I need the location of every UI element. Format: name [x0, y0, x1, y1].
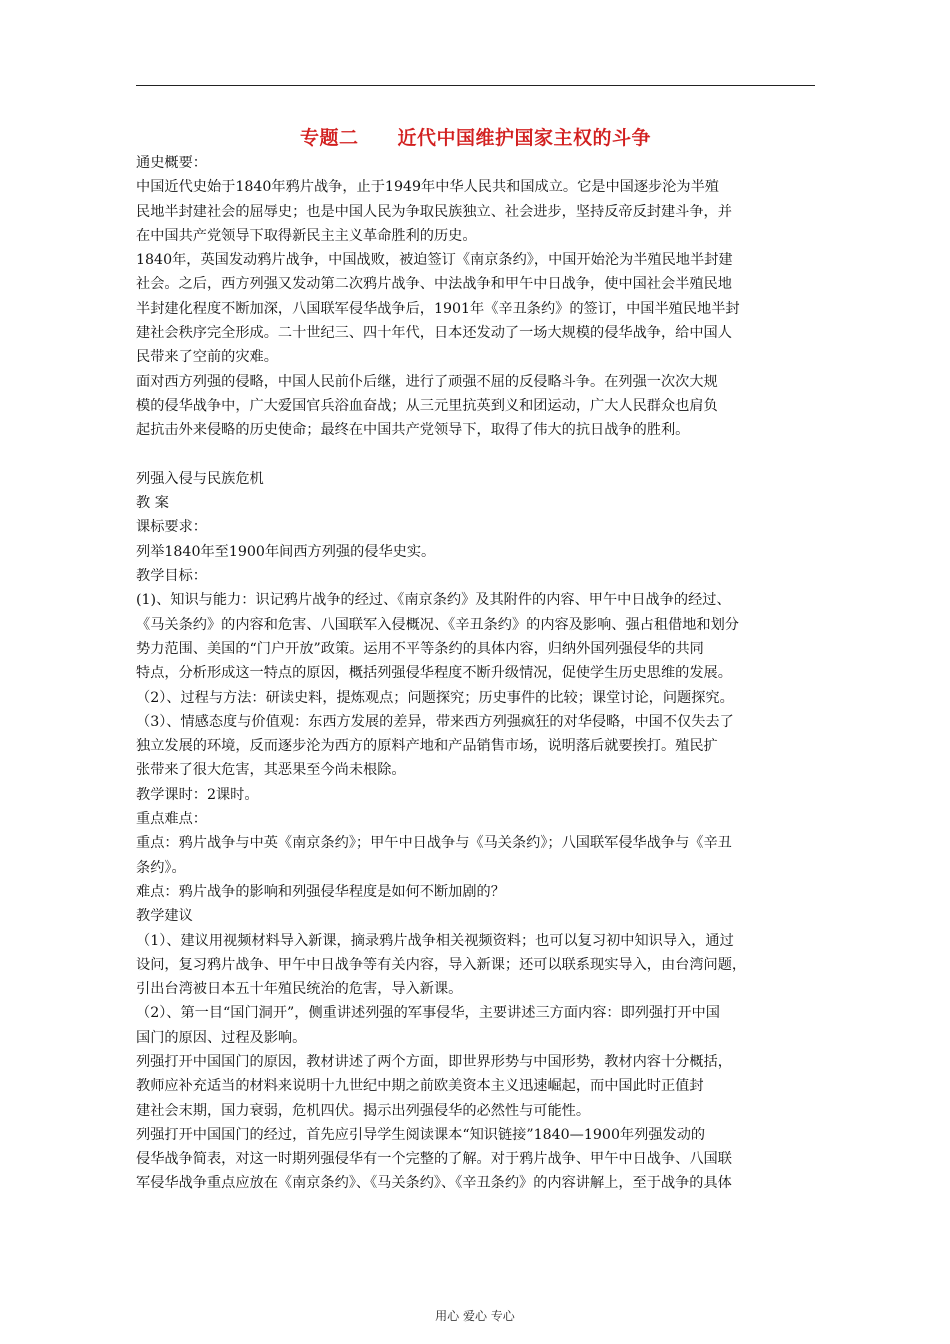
body-line: 通史概要： — [136, 155, 207, 171]
body-line: 教 案 — [136, 495, 169, 512]
body-line: 半封建化程度不断加深，八国联军侵华战争后，1901年《辛丑条约》的签订，中国半殖民地半封 — [136, 300, 740, 317]
body-line: （2）、第一目“国门洞开”，侧重讲述列强的军事侵华，主要讲述三方面内容：即列强打开中国 — [136, 1005, 720, 1022]
body-line: 重点难点： — [136, 811, 207, 828]
body-line: 在中国共产党领导下取得新民主主义革命胜利的历史。 — [136, 227, 477, 244]
body-line: 建社会秩序完全形成。二十世纪三、四十年代，日本还发动了一场大规模的侵华战争，给中国人 — [136, 325, 732, 342]
body-line: (1)、知识与能力：识记鸦片战争的经过、《南京条约》及其附件的内容、甲午中日战争的经过、 — [136, 592, 731, 609]
body-line: 列强打开中国国门的经过，首先应引导学生阅读课本“知识链接”1840—1900年列强发动的 — [136, 1126, 706, 1143]
page-footer: 用心 爱心 专心 — [435, 1309, 515, 1323]
body-line: （1）、建议用视频材料导入新课，摘录鸦片战争相关视频资料；也可以复习初中知识导入，通过 — [136, 932, 734, 949]
body-line: 《马关条约》的内容和危害、八国联军入侵概况、《辛丑条约》的内容及影响、强占租借地和划分 — [136, 616, 739, 633]
body-line: 张带来了很大危害，其恶果至今尚未根除。 — [136, 762, 406, 779]
document-title: 专题二 近代中国维护国家主权的斗争 — [299, 127, 651, 149]
body-line: 社会。之后，西方列强又发动第二次鸦片战争、中法战争和甲午中日战争，使中国社会半殖民地 — [136, 276, 732, 293]
body-line: 课标要求： — [136, 519, 207, 536]
body-line: 军侵华战争重点应放在《南京条约》、《马关条约》、《辛丑条约》的内容讲解上，至于战争的具体 — [136, 1175, 732, 1192]
body-line — [136, 443, 815, 467]
body-line: 引出台湾被日本五十年殖民统治的危害，导入新课。 — [136, 981, 463, 998]
body-line: 难点：鸦片战争的影响和列强侵华程度是如何不断加剧的？ — [136, 883, 505, 900]
body-line: 列强入侵与民族危机 — [136, 470, 264, 487]
body-line: 民地半封建社会的屈辱史；也是中国人民为争取民族独立、社会进步，坚持反帝反封建斗争，并 — [136, 203, 732, 220]
body-line: 势力范围、美国的“门户开放”政策。运用不平等条约的具体内容，归纳外国列强侵华的共同 — [136, 640, 704, 657]
document-body — [136, 151, 815, 1196]
body-line: 条约》。 — [136, 859, 186, 876]
header-rule — [136, 85, 815, 86]
body-line: 重点：鸦片战争与中英《南京条约》；甲午中日战争与《马关条约》；八国联军侵华战争与《辛丑 — [136, 835, 732, 852]
body-line: 面对西方列强的侵略，中国人民前仆后继，进行了顽强不屈的反侵略斗争。在列强一次次大规 — [136, 373, 718, 390]
body-line: 中国近代史始于1840年鸦片战争，止于1949年中华人民共和国成立。它是中国逐步沦为半殖 — [136, 179, 719, 196]
body-line: 民带来了空前的灾难。 — [136, 349, 278, 366]
body-line: 侵华战争简表，对这一时期列强侵华有一个完整的了解。对于鸦片战争、甲午中日战争、八国联 — [136, 1151, 732, 1168]
body-line: （2）、过程与方法：研读史料，提炼观点；问题探究；历史事件的比较；课堂讨论，问题探究。 — [136, 689, 734, 706]
body-line: 教学建议 — [136, 908, 193, 925]
body-line: 教学目标： — [136, 568, 207, 585]
body-line: 特点，分析形成这一特点的原因，概括列强侵华程度不断升级情况，促使学生历史思维的发展。 — [136, 665, 732, 682]
body-line: 列举1840年至1900年间西方列强的侵华史实。 — [136, 543, 436, 560]
body-line: 设问，复习鸦片战争、甲午中日战争等有关内容，导入新课；还可以联系现实导入，由台湾问题， — [136, 956, 747, 973]
body-line: 模的侵华战争中，广大爱国官兵浴血奋战；从三元里抗英到义和团运动，广大人民群众也肩负 — [136, 397, 718, 414]
body-line: 起抗击外来侵略的历史使命；最终在中国共产党领导下，取得了伟大的抗日战争的胜利。 — [136, 422, 690, 439]
body-line: 独立发展的环境，反而逐步沦为西方的原料产地和产品销售市场，说明落后就要挨打。殖民扩 — [136, 738, 718, 755]
body-line: 国门的原因、过程及影响。 — [136, 1029, 307, 1046]
body-line: 1840年，英国发动鸦片战争，中国战败，被迫签订《南京条约》，中国开始沦为半殖民地半封建 — [136, 252, 733, 269]
body-line: 教学课时：2课时。 — [136, 786, 259, 803]
body-line: 建社会末期，国力衰弱，危机四伏。揭示出列强侵华的必然性与可能性。 — [136, 1102, 591, 1119]
body-line: （3）、情感态度与价值观：东西方发展的差异，带来西方列强疯狂的对华侵略，中国不仅失去了 — [136, 713, 734, 730]
body-line: 教师应补充适当的材料来说明十九世纪中期之前欧美资本主义迅速崛起，而中国此时正值封 — [136, 1078, 704, 1095]
body-line: 列强打开中国国门的原因，教材讲述了两个方面，即世界形势与中国形势，教材内容十分概括， — [136, 1053, 732, 1070]
